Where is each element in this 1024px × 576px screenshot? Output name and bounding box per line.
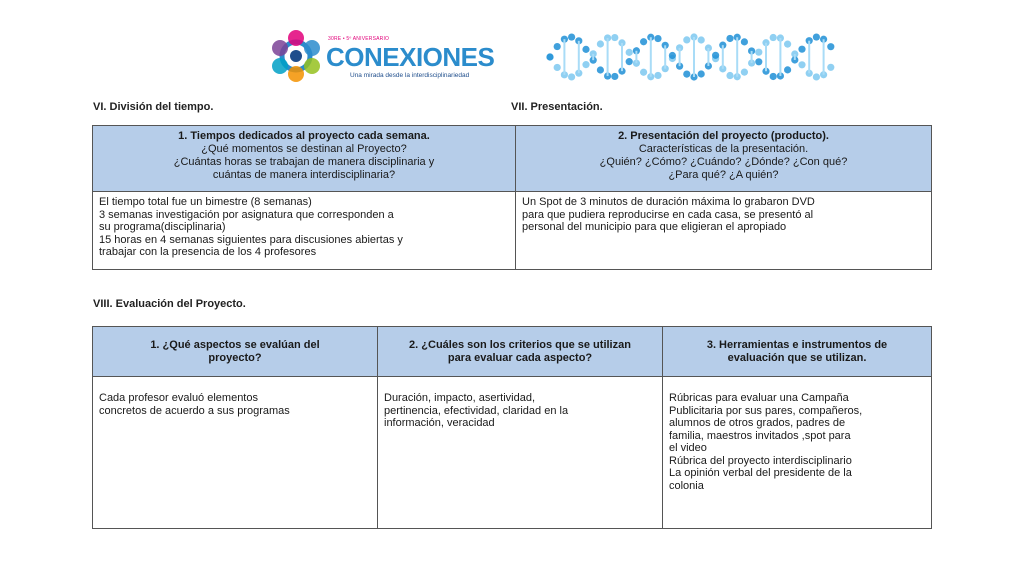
time-presentation-table (92, 125, 932, 270)
logo-anniversary-text: 30RE • 5º ANIVERSARIO (328, 36, 390, 42)
body-line: Rúbrica del proyecto interdisciplinario (669, 454, 852, 467)
header-line: 2. ¿Cuáles son los criterios que se utilizan (409, 338, 631, 351)
logo-tagline: Una mirada desde la interdisciplinariedad (350, 72, 470, 79)
body-line: Rúbricas para evaluar una Campaña (669, 392, 849, 404)
section-viii-title: VIII. Evaluación del Proyecto. (93, 298, 246, 310)
body-line: Publicitaria por sus pares, compañeros, (669, 404, 863, 417)
header-line: 3. Herramientas e instrumentos de (706, 338, 888, 351)
time-header-cell (93, 126, 516, 192)
presentation-body-line: Un Spot de 3 minutos de duración máxima lo grabaron DVD (522, 196, 815, 208)
section-vii-title: VII. Presentación. (511, 101, 603, 113)
body-line: La opinión verbal del presidente de la (669, 467, 852, 479)
body-line: alumnos de otros grados, padres de (669, 417, 846, 429)
evaluation-body-tools (663, 377, 932, 529)
evaluation-body-criteria (378, 377, 663, 529)
header-line: 1. ¿Qué aspectos se evalúan del (150, 338, 320, 351)
presentation-header-cell (516, 126, 932, 192)
body-line: familia, maestros invitados ,spot para (669, 429, 851, 442)
body-line: concretos de acuerdo a sus programas (99, 404, 290, 417)
presentation-body-cell (516, 192, 932, 270)
evaluation-body-aspects (93, 377, 378, 529)
presentation-header-line: ¿Para qué? ¿A quién? (668, 169, 779, 181)
body-line: colonia (669, 479, 704, 492)
time-header-line: ¿Cuántas horas se trabajan de manera disciplinaria y (173, 156, 435, 168)
header-line: evaluación que se utilizan. (727, 351, 867, 364)
conexiones-logo (270, 24, 495, 88)
body-line: Duración, impacto, asertividad, (384, 392, 536, 404)
time-body-line: su programa(disciplinaria) (99, 221, 226, 233)
header-line: para evaluar cada aspecto? (447, 351, 593, 364)
presentation-header-line: Características de la presentación. (638, 143, 809, 155)
evaluation-header-criteria (378, 327, 663, 377)
time-body-line: 3 semanas investigación por asignatura que corresponden a (99, 208, 394, 221)
body-line: información, veracidad (384, 417, 495, 429)
presentation-header-line: ¿Quién? ¿Cómo? ¿Cuándo? ¿Dónde? ¿Con qué? (599, 156, 848, 168)
presentation-body-line: para que pudiera reproducirse en cada casa, se presentó al (522, 208, 814, 221)
header-line: proyecto? (208, 351, 262, 364)
section-vi-title: VI. División del tiempo. (93, 101, 214, 113)
logo-title: CONEXIONES (326, 42, 495, 72)
time-body-cell (93, 192, 516, 270)
time-header-line: cuántas de manera interdisciplinaria? (212, 169, 396, 181)
time-header-line: ¿Qué momentos se destinan al Proyecto? (201, 143, 407, 155)
time-body-line: El tiempo total fue un bimestre (8 semanas) (99, 196, 312, 208)
time-body-line: 15 horas en 4 semanas siguientes para discusiones abiertas y (99, 233, 403, 246)
evaluation-header-tools (663, 327, 932, 377)
time-body-line: trabajar con la presencia de los 4 profesores (99, 246, 317, 258)
body-line: Cada profesor evaluó elementos (99, 392, 258, 404)
conexiones-emblem-icon (270, 24, 326, 88)
body-line: el video (669, 442, 707, 454)
evaluation-header-aspects (93, 327, 378, 377)
body-line: pertinencia, efectividad, claridad en la (384, 404, 569, 417)
presentation-body-line: personal del municipio para que eligieran el apropiado (522, 221, 787, 233)
presentation-header-title: 2. Presentación del proyecto (producto). (618, 130, 829, 142)
dna-helix-image (546, 30, 840, 84)
evaluation-table (92, 326, 932, 529)
time-header-title: 1. Tiempos dedicados al proyecto cada semana. (178, 130, 430, 142)
